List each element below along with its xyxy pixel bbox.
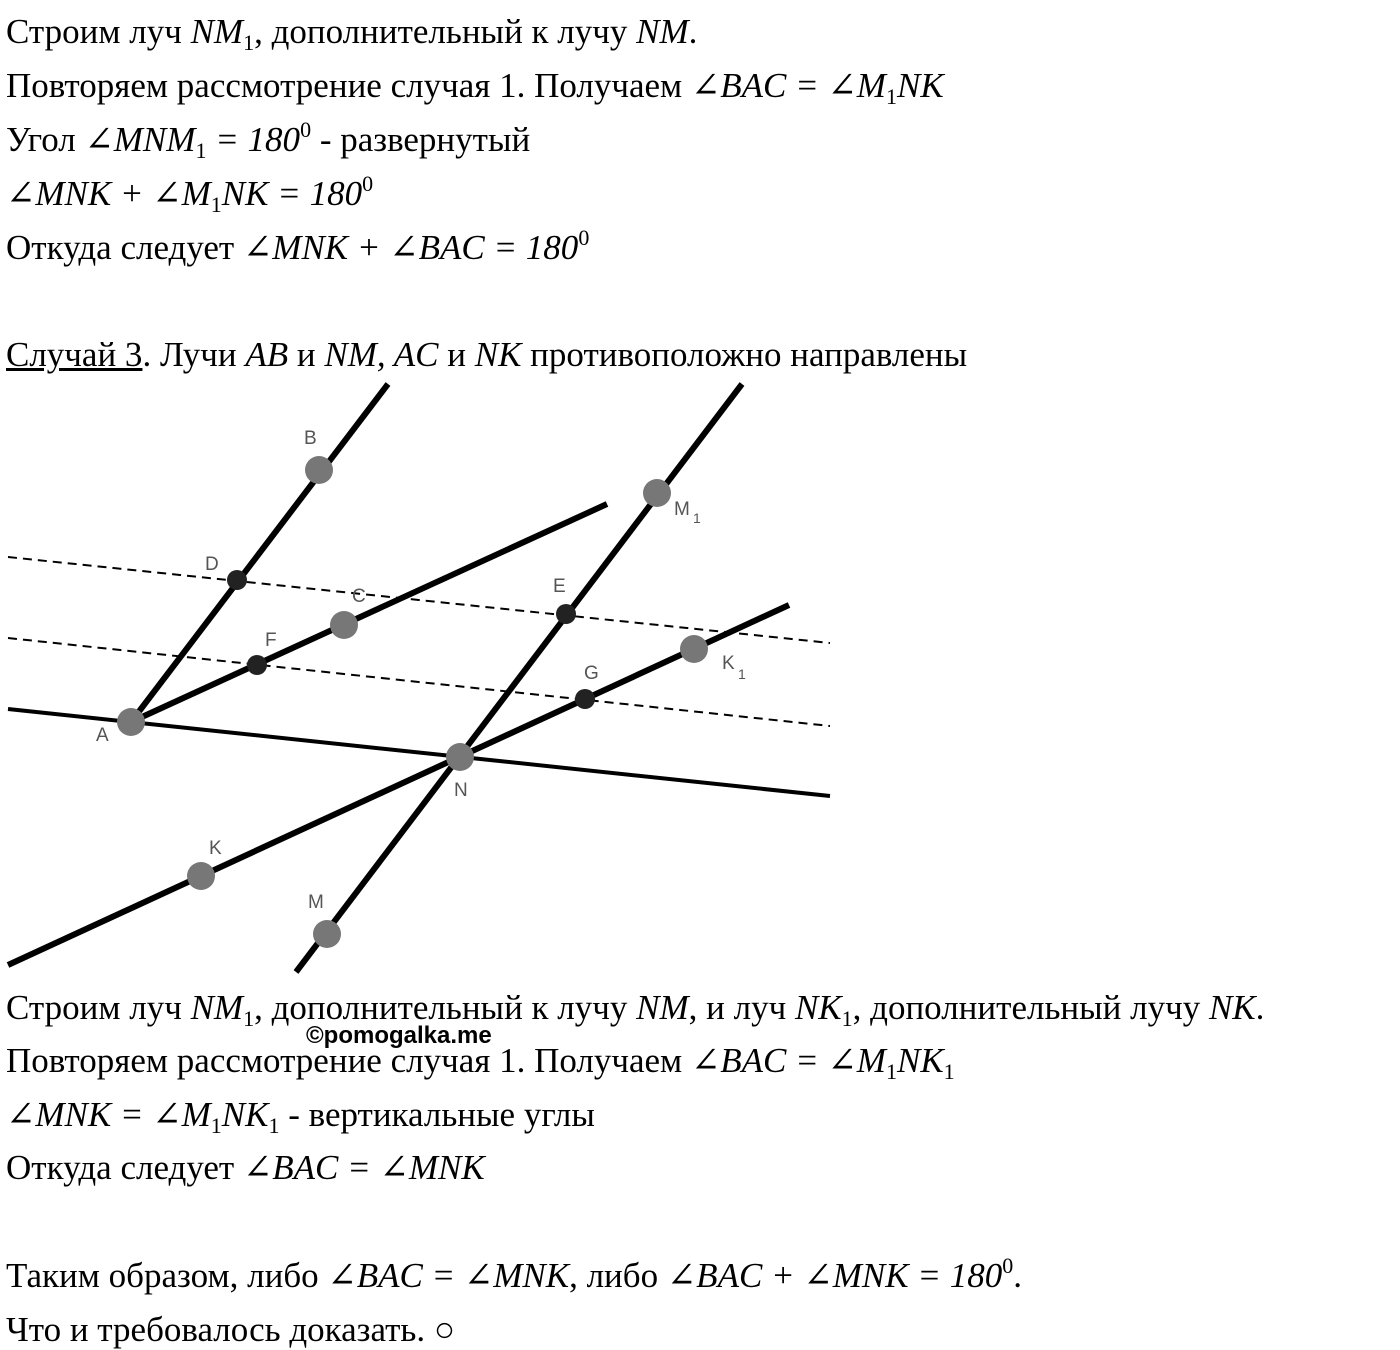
text-line-4	[6, 171, 374, 217]
text: - развернутый	[311, 120, 531, 159]
superscript: 0	[578, 225, 590, 250]
math: NK	[896, 66, 944, 105]
text: , дополнительный лучу	[852, 988, 1209, 1027]
text-line-10	[6, 1148, 485, 1188]
point-m1	[643, 479, 671, 507]
text: Откуда следует	[6, 228, 243, 267]
math: = 180	[206, 120, 301, 159]
point-m	[313, 920, 341, 948]
math: ∠BAC + ∠MNK = 180	[666, 1256, 1003, 1295]
text-line-9	[6, 1095, 595, 1138]
line-m-m1	[296, 384, 742, 972]
label-b: B	[304, 428, 317, 449]
subscript: 1	[243, 1006, 255, 1031]
text: Строим луч	[6, 12, 191, 51]
subscript: 1	[885, 84, 897, 109]
subscript: 1	[210, 192, 222, 217]
point-e	[556, 604, 576, 624]
point-k	[187, 862, 215, 890]
text: противоположно направлены	[521, 335, 968, 374]
subscript: 1	[885, 1059, 897, 1084]
subscript: 1	[210, 1113, 222, 1138]
text: Таким образом, либо	[6, 1256, 328, 1295]
text-line-8	[6, 1041, 955, 1084]
label-k1-subscript: 1	[738, 666, 746, 682]
math: NK	[896, 1041, 944, 1080]
case-label: Случай 3	[6, 335, 143, 374]
text: .	[688, 12, 698, 51]
text: Строим луч	[6, 988, 191, 1027]
label-g: G	[584, 663, 599, 684]
point-a	[117, 708, 145, 736]
text: и	[438, 335, 475, 374]
text: , дополнительный к лучу	[254, 988, 637, 1027]
math: NK	[221, 1095, 269, 1134]
label-c: C	[352, 586, 366, 607]
subscript: 1	[943, 1059, 955, 1084]
text: , дополнительный к лучу	[254, 12, 637, 51]
label-a: A	[96, 725, 109, 746]
text: и	[288, 335, 325, 374]
math: AB	[245, 335, 289, 374]
math: NK	[474, 335, 522, 374]
text: , и луч	[688, 988, 795, 1027]
point-f	[247, 655, 267, 675]
text: Что и требовалось доказать. ○	[6, 1310, 456, 1349]
math: NK	[1208, 988, 1256, 1027]
text: Угол	[6, 120, 85, 159]
text-line-1	[6, 12, 698, 55]
superscript: 0	[1002, 1253, 1014, 1278]
point-n	[446, 743, 474, 771]
text-line-5	[6, 225, 590, 268]
math: NK = 180	[221, 174, 363, 213]
math: NM	[636, 12, 689, 51]
subscript: 1	[268, 1113, 280, 1138]
point-g	[575, 689, 595, 709]
math: ∠MNM	[84, 120, 196, 159]
point-b	[305, 456, 333, 484]
label-m1-subscript: 1	[693, 510, 701, 526]
label-e: E	[553, 576, 566, 597]
math: ∠BAC = ∠MNK	[242, 1148, 485, 1187]
label-k: K	[209, 838, 222, 859]
line-k-k1	[8, 605, 789, 965]
point-d	[227, 570, 247, 590]
text: .	[1255, 988, 1265, 1027]
math: ∠BAC = ∠MNK	[327, 1256, 570, 1295]
math: NM	[190, 12, 244, 51]
superscript: 0	[300, 117, 312, 142]
label-k1: K	[722, 653, 735, 674]
text-line-7	[6, 988, 1265, 1031]
math: ∠BAC = ∠M	[690, 1041, 886, 1080]
text: .	[1013, 1256, 1022, 1295]
point-k1	[680, 635, 708, 663]
label-m: M	[308, 892, 324, 913]
text-line-11	[6, 1253, 1022, 1296]
text: Повторяем рассмотрение случая 1. Получаем	[6, 1041, 691, 1080]
subscript: 1	[243, 30, 255, 55]
text: Откуда следует	[6, 1148, 243, 1187]
subscript: 1	[841, 1006, 853, 1031]
math: NK	[794, 988, 842, 1027]
label-f: F	[265, 630, 277, 651]
label-d: D	[205, 554, 219, 575]
text: - вертикальные углы	[279, 1095, 595, 1134]
math: NM	[636, 988, 689, 1027]
case-3-heading	[6, 335, 967, 375]
text: , либо	[569, 1256, 667, 1295]
text-line-12	[6, 1310, 455, 1350]
watermark: ©pomogalka.me	[306, 1022, 492, 1049]
math: NM	[190, 988, 244, 1027]
math: ∠MNK = ∠M	[6, 1095, 211, 1134]
label-m1: M	[674, 499, 690, 520]
text-line-3	[6, 117, 531, 163]
math: NM, AC	[324, 335, 439, 374]
math: ∠MNK + ∠BAC = 180	[242, 228, 579, 267]
text: . Лучи	[142, 335, 246, 374]
subscript: 1	[195, 138, 207, 163]
math: ∠MNK + ∠M	[6, 174, 211, 213]
text-line-2	[6, 66, 944, 109]
superscript: 0	[362, 171, 374, 196]
text: Повторяем рассмотрение случая 1. Получаем	[6, 66, 691, 105]
point-c	[330, 611, 358, 639]
geometry-figure	[0, 382, 840, 974]
label-n: N	[454, 780, 468, 801]
dashed-line-upper	[8, 557, 830, 643]
math: ∠BAC = ∠M	[690, 66, 886, 105]
